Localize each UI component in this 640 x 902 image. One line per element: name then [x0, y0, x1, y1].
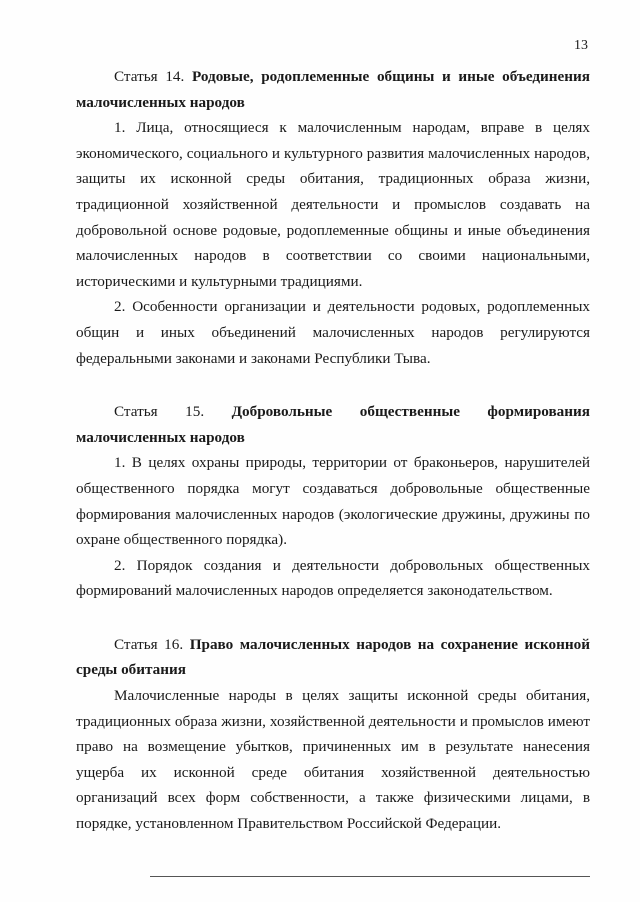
article-14 — [76, 64, 590, 371]
article-title-word: общественные — [359, 403, 460, 421]
article-title-continuation: малочисленных народов — [76, 428, 245, 446]
article-number: Статья 16. — [114, 635, 184, 653]
article-number: Статья 14. — [114, 68, 185, 85]
page-number: 13 — [574, 38, 588, 53]
article-heading — [76, 64, 590, 115]
footer-divider — [150, 876, 590, 877]
article-title-word: формирования — [487, 403, 590, 421]
article-paragraph: 1. В целях охраны природы, территории от браконьеров, нарушителей общественного порядка могут создаваться добровольные общественные формирования малочисленных народов (экологические дружины, дружины по охране общественного порядка). — [76, 454, 590, 549]
article-title: Родовые, родоплеменные общины и иные объединения малочисленных народов — [76, 68, 591, 111]
article-paragraph: 2. Порядок создания и деятельности добровольных общественных формирований малочисленных народов определяется законодательством. — [76, 556, 590, 600]
article-number-word: Статья — [114, 403, 158, 421]
article-number-digit: 15. — [185, 403, 205, 421]
article-heading — [76, 399, 590, 425]
article-paragraph: 2. Особенности организации и деятельности родовых, родоплеменных общин и иных объединений малочисленных народов регулируются федеральными законами и законами Республики Тыва. — [76, 298, 590, 367]
article-heading — [76, 632, 590, 683]
article-title: Право малочисленных народов на сохранение исконной среды обитания — [76, 635, 591, 679]
article-15 — [76, 399, 590, 604]
article-title-word: Добровольные — [231, 403, 333, 421]
document-body — [76, 64, 590, 837]
article-paragraph: Малочисленные народы в целях защиты исконной среды обитания, традиционных образа жизни, хозяйственной деятельности и промыслов имеют право на возмещение убытков, причиненных им в результате нанесения ущерба их исконной среде обитания хозяйственной деятельностью организаций всех форм собственности, а также физическими лицами, в порядке, установленном Правительством Российской Федерации. — [76, 687, 590, 833]
article-paragraph: 1. Лица, относящиеся к малочисленным народам, вправе в целях экономического, социального и культурного развития малочисленных народов, защиты их исконной среды обитания, традиционных образа жизни, традиционной хозяйственной деятельности и промыслов создавать на добровольной основе родовые, родоплеменные общины и иные объединения малочисленных народов в соответствии со своими национальными, историческими и культурными традициями. — [76, 119, 590, 290]
article-16 — [76, 632, 590, 837]
